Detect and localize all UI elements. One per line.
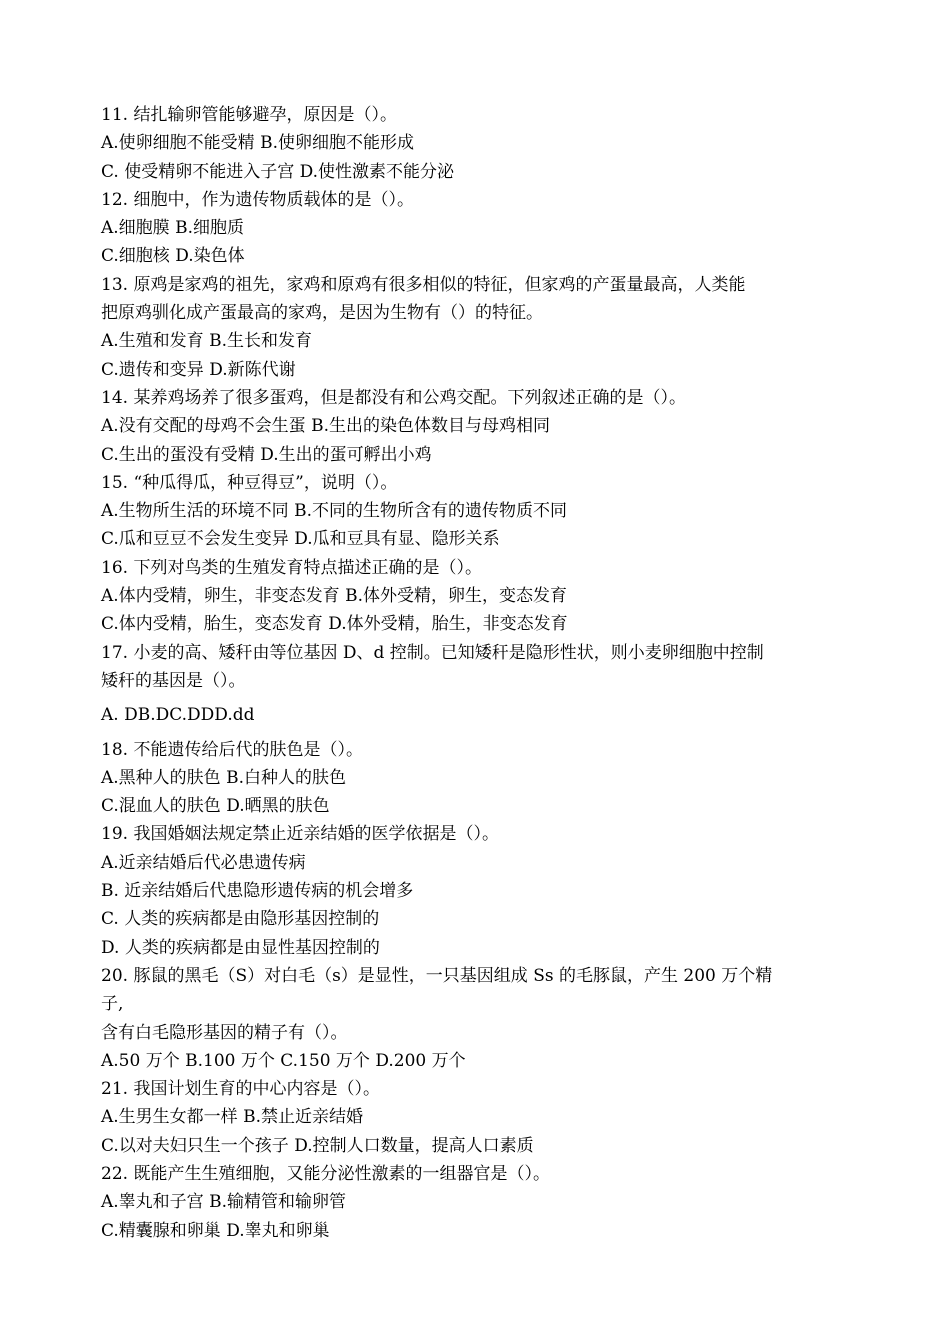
question-21-options-cd: C.以对夫妇只生一个孩子 D.控制人口数量，提高人口素质: [101, 1135, 534, 1156]
question-22-options-ab: A.睾丸和子宫 B.输精管和输卵管: [101, 1192, 346, 1213]
question-13-stem: 13. 原鸡是家鸡的祖先，家鸡和原鸡有很多相似的特征，但家鸡的产蛋量最高，人类能: [101, 274, 746, 295]
question-20-stem: 20. 豚鼠的黑毛（S）对白毛（s）是显性，一只基因组成 Ss 的毛豚鼠，产生 200 万个精: [101, 965, 773, 986]
question-13-options-cd: C.遗传和变异 D.新陈代谢: [101, 359, 296, 380]
question-19-option-a: A.近亲结婚后代必患遗传病: [101, 852, 306, 873]
question-14-options-ab: A.没有交配的母鸡不会生蛋 B.生出的染色体数目与母鸡相同: [101, 416, 550, 437]
question-18-options-ab: A.黑种人的肤色 B.白种人的肤色: [101, 767, 346, 788]
question-12-stem: 12. 细胞中，作为遗传物质载体的是（）。: [101, 189, 414, 210]
question-13-stem-cont: 把原鸡驯化成产蛋最高的家鸡，是因为生物有（）的特征。: [101, 303, 543, 324]
question-20-options: A.50 万个 B.100 万个 C.150 万个 D.200 万个: [101, 1050, 466, 1071]
question-22-stem: 22. 既能产生生殖细胞，又能分泌性激素的一组器官是（）。: [101, 1163, 550, 1184]
question-19-stem: 19. 我国婚姻法规定禁止近亲结婚的医学依据是（）。: [101, 824, 499, 845]
question-17-options: A. DB.DC.DDD.dd: [101, 705, 255, 726]
question-15-options-cd: C.瓜和豆豆不会发生变异 D.瓜和豆具有显、隐形关系: [101, 529, 500, 550]
question-21-stem: 21. 我国计划生育的中心内容是（）。: [101, 1079, 380, 1100]
question-18-options-cd: C.混血人的肤色 D.晒黑的肤色: [101, 796, 330, 817]
question-19-option-b: B. 近亲结婚后代患隐形遗传病的机会增多: [101, 881, 414, 902]
question-19-option-d: D. 人类的疾病都是由显性基因控制的: [101, 937, 380, 958]
question-16-options-cd: C.体内受精，胎生，变态发育 D.体外受精，胎生，非变态发育: [101, 614, 568, 635]
question-17-stem-cont: 矮秆的基因是（）。: [101, 670, 246, 691]
question-15-stem: 15. “种瓜得瓜，种豆得豆”，说明（）。: [101, 472, 398, 493]
question-12-options-cd: C.细胞核 D.染色体: [101, 246, 245, 267]
question-14-options-cd: C.生出的蛋没有受精 D.生出的蛋可孵出小鸡: [101, 444, 432, 465]
question-21-options-ab: A.生男生女都一样 B.禁止近亲结婚: [101, 1107, 363, 1128]
question-19-option-c: C. 人类的疾病都是由隐形基因控制的: [101, 909, 380, 930]
question-16-stem: 16. 下列对鸟类的生殖发育特点描述正确的是（）。: [101, 557, 482, 578]
question-17-stem: 17. 小麦的高、矮秆由等位基因 D、d 控制。已知矮秆是隐形性状，则小麦卵细胞中控制: [101, 642, 764, 663]
question-13-options-ab: A.生殖和发育 B.生长和发育: [101, 331, 312, 352]
question-14-stem: 14. 某养鸡场养了很多蛋鸡，但是都没有和公鸡交配。下列叙述正确的是（）。: [101, 387, 686, 408]
question-22-options-cd: C.精囊腺和卵巢 D.睾丸和卵巢: [101, 1220, 330, 1241]
question-11-options-cd: C. 使受精卵不能进入子宫 D.使性激素不能分泌: [101, 161, 455, 182]
question-20-stem-wrap: 子,: [101, 994, 124, 1015]
question-12-options-ab: A.细胞膜 B.细胞质: [101, 218, 244, 239]
question-18-stem: 18. 不能遗传给后代的肤色是（）。: [101, 739, 363, 760]
question-15-options-ab: A.生物所生活的环境不同 B.不同的生物所含有的遗传物质不同: [101, 501, 567, 522]
question-11-stem: 11. 结扎输卵管能够避孕，原因是（）。: [101, 105, 397, 125]
question-11-options-ab: A.使卵细胞不能受精 B.使卵细胞不能形成: [101, 133, 414, 154]
question-16-options-ab: A.体内受精，卵生，非变态发育 B.体外受精，卵生，变态发育: [101, 586, 567, 607]
document-page: [101, 101, 861, 1245]
question-20-stem-cont: 含有白毛隐形基因的精子有（）。: [101, 1022, 348, 1043]
